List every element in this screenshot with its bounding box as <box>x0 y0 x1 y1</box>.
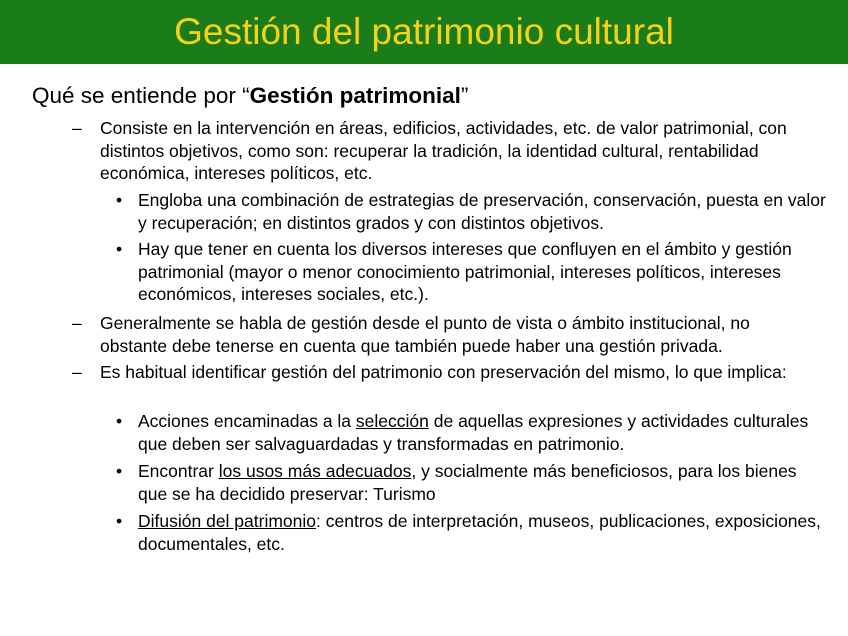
dash-bullet: – <box>72 362 82 382</box>
dot-bullet: • <box>116 511 123 531</box>
dash-bullet: – <box>72 313 82 333</box>
text-after: , y socialmente más beneficiosos, para los bienes que se ha decidido preservar: Turismo <box>138 461 797 504</box>
text-before: Acciones encaminadas a la <box>138 411 356 431</box>
heading-suffix: ” <box>460 83 469 108</box>
dot-bullet: • <box>116 461 123 481</box>
list-item: Consiste en la intervención en áreas, edificios, actividades, etc. de valor patrimonial, con distintos objetivos, como son: recuperar la tradición, la identidad cultural, rentabilidad económica, intereses políticos, etc. <box>100 118 787 183</box>
text-after: de aquellas expresiones y actividades culturales que deben ser salvaguardadas y transformadas en patrimonio. <box>138 411 809 454</box>
sub-list-item <box>138 460 828 505</box>
dot-bullet: • <box>116 190 123 210</box>
list-item: Es habitual identificar gestión del patrimonio con preservación del mismo, lo que implica: <box>100 362 787 382</box>
text-after: : centros de interpretación, museos, publicaciones, exposiciones, documentales, etc. <box>138 511 821 554</box>
slide-heading <box>32 82 468 110</box>
list-item: Generalmente se habla de gestión desde el punto de vista o ámbito institucional, no obstante debe tenerse en cuenta que también puede haber una gestión privada. <box>100 313 750 356</box>
sub-list-item: Engloba una combinación de estrategias de preservación, conservación, puesta en valor y recuperación; en distintos grados y con distintos objetivos. <box>138 190 826 233</box>
heading-prefix: Qué se entiende por “ <box>32 83 250 108</box>
sub-list-item: Hay que tener en cuenta los diversos intereses que confluyen en el ámbito y gestión patrimonial (mayor o menor conocimiento patrimonial, intereses políticos, intereses económicos, intereses sociales, etc.). <box>138 239 792 304</box>
heading-bold: Gestión patrimonial <box>249 83 461 108</box>
slide-title: Gestión del patrimonio cultural <box>174 11 674 52</box>
title-bar <box>0 0 848 64</box>
dot-bullet: • <box>116 239 123 259</box>
underlined-text: Difusión del patrimonio <box>138 511 317 531</box>
sub-list-item <box>138 410 828 455</box>
sub-list-item <box>138 510 828 555</box>
underlined-text: los usos más adecuados <box>218 461 412 481</box>
dot-bullet: • <box>116 411 123 431</box>
text-before: Encontrar <box>138 461 219 481</box>
dash-bullet: – <box>72 118 82 138</box>
underlined-text: selección <box>355 411 429 431</box>
